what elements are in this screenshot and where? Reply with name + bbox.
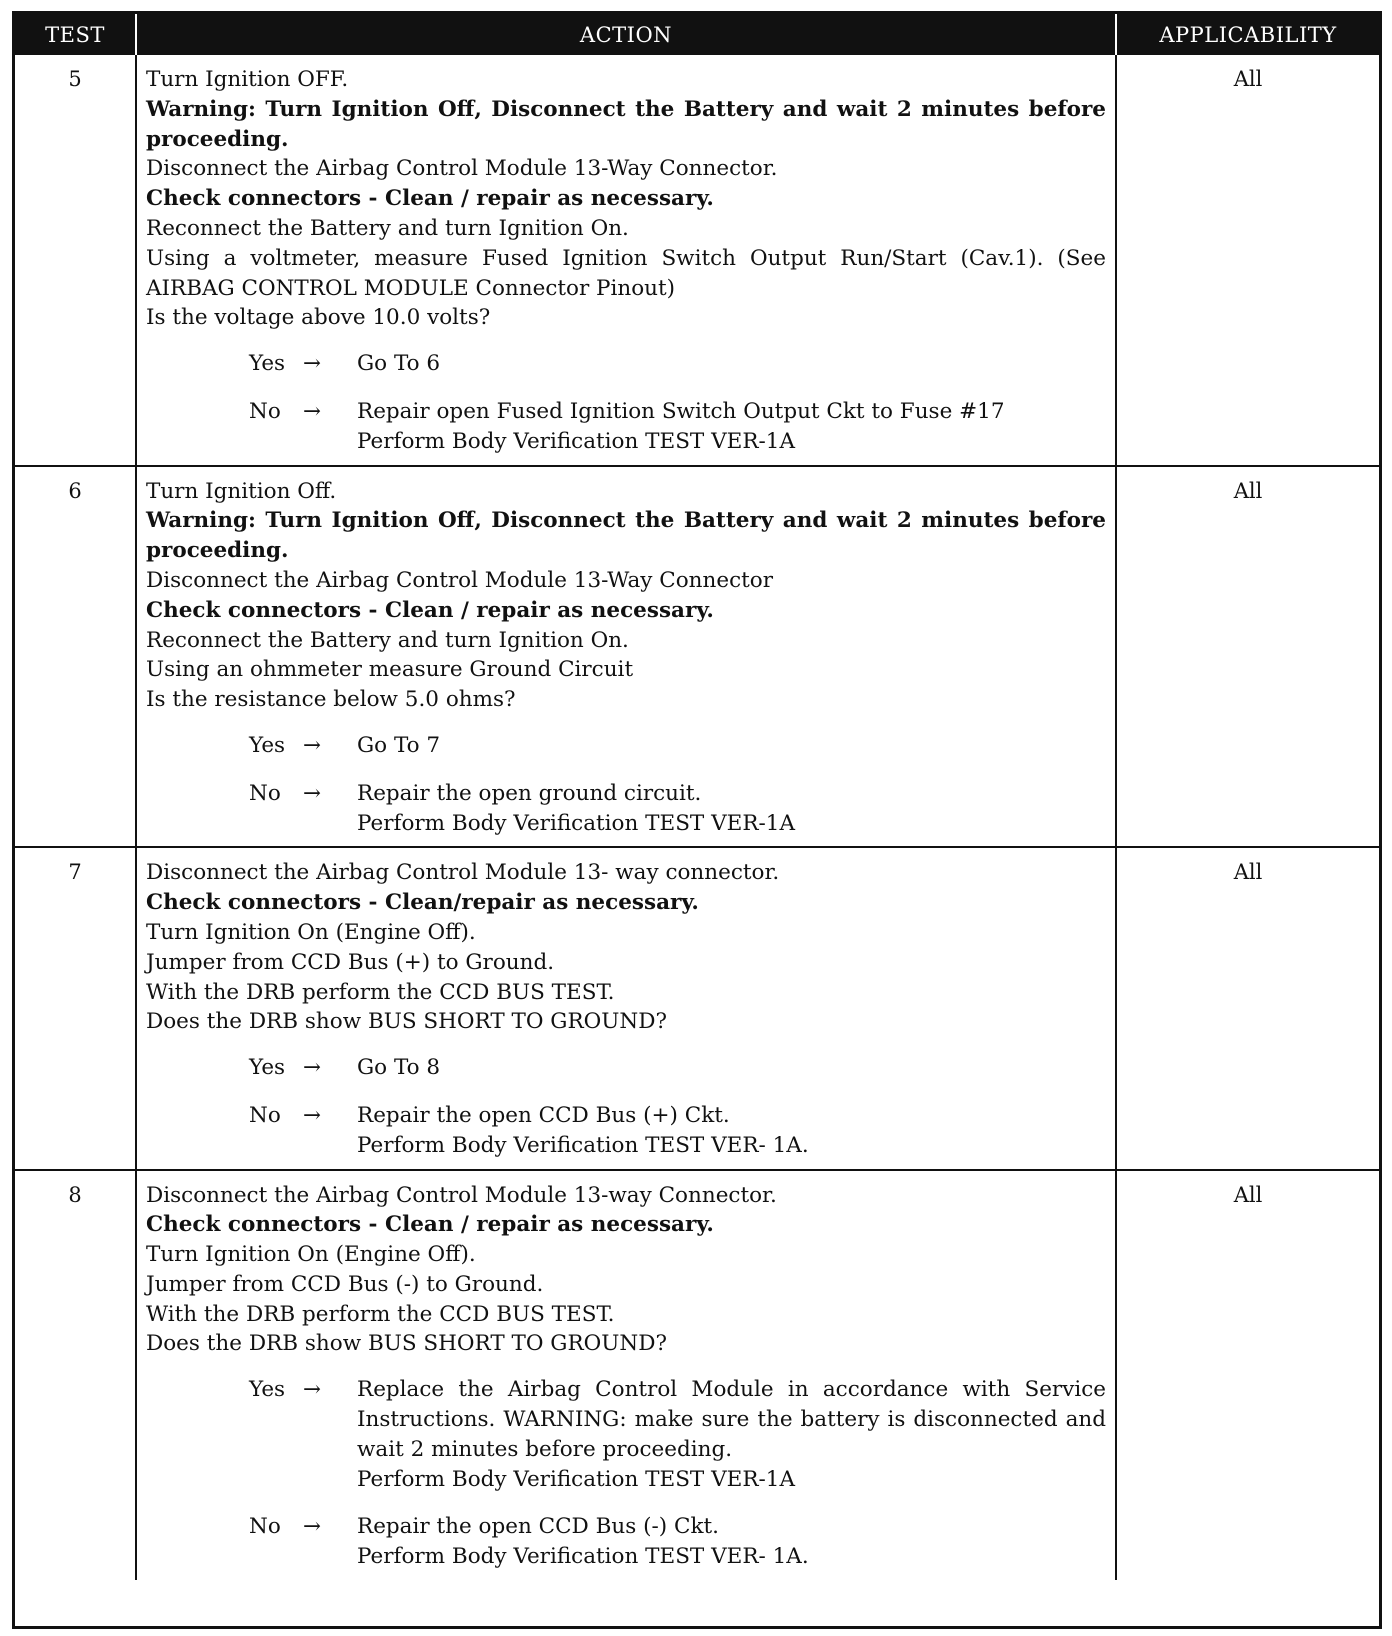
test-number: 7 — [15, 847, 136, 1169]
step-text: Using a voltmeter, measure Fused Ignition Switch Output Run/Start (Cav.1). (See AIRBAG CONTROL MODULE Connector Pinout) — [146, 245, 1106, 301]
outcome-text — [357, 1512, 1106, 1572]
right-arrow-icon: → — [303, 351, 322, 377]
header-action: ACTION — [136, 14, 1116, 55]
outcome-line: Repair the open ground circuit. — [357, 780, 702, 806]
diagnostic-test-table — [15, 14, 1379, 1580]
step-text: Disconnect the Airbag Control Module 13-Way Connector — [146, 567, 773, 593]
outcome-label: No — [249, 1102, 281, 1128]
check-connectors-text: Check connectors - Clean / repair as necessary. — [146, 1212, 714, 1238]
step-text: Reconnect the Battery and turn Ignition On. — [146, 627, 629, 653]
test-row-7 — [15, 847, 1379, 1169]
outcome-text — [357, 397, 1106, 457]
step-text: Turn Ignition OFF. — [146, 67, 349, 92]
outcome-line: Go To 7 — [357, 732, 441, 758]
outcome-yes — [146, 1053, 1106, 1083]
step-text: Jumper from CCD Bus (+) to Ground. — [146, 949, 555, 975]
outcome-text — [357, 1053, 1106, 1083]
right-arrow-icon: → — [303, 1055, 322, 1081]
header-applicability: APPLICABILITY — [1116, 14, 1379, 55]
outcome-line: Perform Body Verification TEST VER- 1A. — [357, 1544, 809, 1570]
outcome-yes — [146, 349, 1106, 379]
outcome-line: Repair open Fused Ignition Switch Output Ckt to Fuse #17 — [357, 398, 1005, 424]
step-text: With the DRB perform the CCD BUS TEST. — [146, 979, 615, 1005]
outcome-no — [146, 397, 1106, 457]
step-text: Turn Ignition Off. — [146, 478, 337, 504]
outcome-yes — [146, 731, 1106, 761]
outcome-label: Yes — [249, 1377, 286, 1403]
diagnostic-table-sheet — [12, 11, 1382, 1629]
test-number: 6 — [15, 466, 136, 848]
step-text: Turn Ignition On (Engine Off). — [146, 919, 476, 945]
outcome-yes — [146, 1375, 1106, 1494]
right-arrow-icon: → — [303, 1102, 322, 1128]
test-number: 5 — [15, 55, 136, 466]
test-action — [136, 55, 1116, 466]
step-text: Turn Ignition On (Engine Off). — [146, 1242, 476, 1268]
outcome-line: Repair the open CCD Bus (-) Ckt. — [357, 1514, 719, 1540]
outcome-line: Perform Body Verification TEST VER-1A — [357, 428, 795, 454]
outcome-line: Perform Body Verification TEST VER-1A — [357, 1466, 795, 1492]
outcome-label: Yes — [249, 732, 286, 758]
step-text: Disconnect the Airbag Control Module 13-way Connector. — [146, 1182, 777, 1208]
question-text: Does the DRB show BUS SHORT TO GROUND? — [146, 1331, 667, 1357]
outcome-no — [146, 1101, 1106, 1161]
outcomes — [146, 1375, 1106, 1572]
outcome-text — [357, 731, 1106, 761]
right-arrow-icon: → — [303, 398, 322, 424]
outcomes — [146, 349, 1106, 456]
header-test: TEST — [15, 14, 136, 55]
outcome-line: Repair the open CCD Bus (+) Ckt. — [357, 1102, 730, 1128]
outcome-line: Replace the Airbag Control Module in accordance with Service Instructions. WARNING: make sure the battery is disconnected and wait 2 minutes before proceeding. — [357, 1377, 1106, 1462]
warning-text: Warning: Turn Ignition Off, Disconnect the Battery and wait 2 minutes before proceeding. — [146, 508, 1106, 564]
check-connectors-text: Check connectors - Clean / repair as necessary. — [146, 597, 714, 623]
outcome-label: Yes — [249, 351, 286, 377]
outcome-label: No — [249, 398, 281, 424]
outcome-text — [357, 779, 1106, 839]
step-text: Jumper from CCD Bus (-) to Ground. — [146, 1271, 544, 1297]
test-row-8 — [15, 1170, 1379, 1581]
step-text: Disconnect the Airbag Control Module 13- way connector. — [146, 860, 780, 886]
outcome-no — [146, 1512, 1106, 1572]
test-action — [136, 466, 1116, 848]
outcomes — [146, 731, 1106, 838]
step-text: Reconnect the Battery and turn Ignition On. — [146, 215, 629, 241]
outcome-label: No — [249, 1514, 281, 1540]
outcome-label: Yes — [249, 1055, 286, 1081]
outcome-no — [146, 779, 1106, 839]
outcome-line: Go To 6 — [357, 351, 441, 377]
test-number: 8 — [15, 1170, 136, 1581]
applicability-value: All — [1233, 67, 1263, 91]
step-text: Disconnect the Airbag Control Module 13-Way Connector. — [146, 156, 778, 182]
question-text: Is the resistance below 5.0 ohms? — [146, 687, 516, 713]
test-action — [136, 1170, 1116, 1581]
applicability-value: All — [1116, 466, 1379, 848]
right-arrow-icon: → — [303, 732, 322, 758]
check-connectors-text: Check connectors - Clean/repair as necessary. — [146, 890, 699, 916]
right-arrow-icon: → — [303, 780, 322, 806]
outcome-text — [357, 1375, 1106, 1494]
test-action — [136, 847, 1116, 1169]
applicability-value: All — [1116, 847, 1379, 1169]
right-arrow-icon: → — [303, 1514, 322, 1540]
test-row-5 — [15, 55, 1379, 466]
question-text: Is the voltage above 10.0 volts? — [146, 305, 491, 331]
applicability-value: All — [1116, 1170, 1379, 1581]
warning-text: Warning: Turn Ignition Off, Disconnect the Battery and wait 2 minutes before proceeding. — [146, 96, 1106, 152]
test-row-6 — [15, 466, 1379, 848]
check-connectors-text: Check connectors - Clean / repair as necessary. — [146, 186, 714, 212]
question-text: Does the DRB show BUS SHORT TO GROUND? — [146, 1009, 667, 1035]
step-text: With the DRB perform the CCD BUS TEST. — [146, 1301, 615, 1327]
outcome-text — [357, 1101, 1106, 1161]
step-text: Using an ohmmeter measure Ground Circuit — [146, 657, 634, 683]
outcome-line: Perform Body Verification TEST VER-1A — [357, 810, 795, 836]
outcome-line: Go To 8 — [357, 1055, 441, 1081]
outcome-line: Perform Body Verification TEST VER- 1A. — [357, 1132, 809, 1158]
outcome-text — [357, 349, 1106, 379]
right-arrow-icon: → — [303, 1377, 322, 1403]
table-header-row — [15, 14, 1379, 55]
outcome-label: No — [249, 780, 281, 806]
outcomes — [146, 1053, 1106, 1160]
